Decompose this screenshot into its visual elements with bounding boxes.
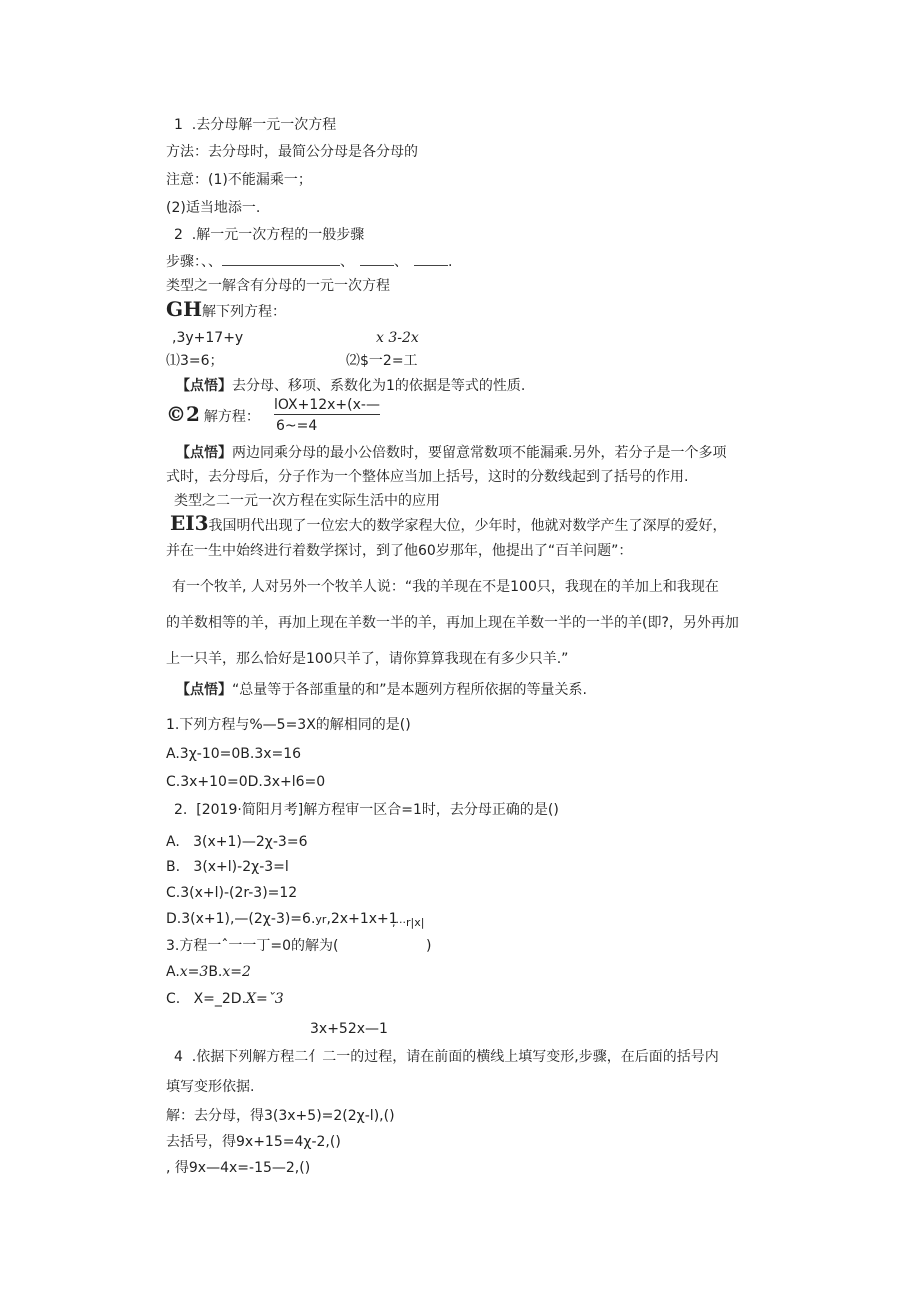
question-2-option-c: C.3(x+l)-(2r-3)=12 [166, 885, 298, 901]
question-2-option-d [166, 910, 398, 929]
question-4-line-2: 填写变形依据. [166, 1079, 255, 1095]
tip-2-line-1 [176, 444, 726, 462]
example-1-line1a: ,3y+17+y [172, 330, 244, 346]
steps-sep-2: 、 [394, 254, 408, 270]
question-4-equation: 3x+52x—1 [310, 1021, 388, 1037]
example-1-mark: GH [166, 297, 202, 321]
question-3-a-value: x=3 [179, 964, 209, 980]
question-3-close-paren: ) [426, 938, 432, 954]
solution-step-2: 去括号，得9x+15=4χ-2,() [166, 1134, 341, 1150]
steps-end: . [448, 254, 453, 270]
tip-1-label: 【点悟】 [176, 378, 232, 394]
example-1-intro [166, 297, 286, 321]
type-1-heading: 类型之一解含有分母的一元一次方程 [166, 278, 390, 294]
question-3-options-cd [166, 990, 284, 1008]
example-3-mark: EI3 [170, 511, 209, 535]
question-3-b-label: B. [208, 964, 223, 980]
question-2-option-d-far: ,···r|x| [392, 916, 425, 929]
question-1: 1.下列方程与%—5=3X的解相同的是() [166, 717, 411, 733]
example-1-text: 解下列方程： [201, 304, 286, 320]
question-2-option-d-tail: ,2x+1x+1 [326, 911, 398, 927]
example-2-numerator: lOX+12x+(x-— [274, 397, 380, 413]
question-4-line-1: 4 .依据下列解方程二亻二一的过程，请在前面的横线上填写变形,步骤，在后面的括号内 [174, 1049, 719, 1065]
tip-1-text: 去分母、移项、系数化为1的依据是等式的性质. [232, 378, 526, 394]
section-2-heading: 2 .解一元一次方程的一般步骤 [174, 227, 365, 243]
steps-prefix: 步骤：、、 [166, 254, 222, 270]
example-1-eq-1: ⑴3=6； [166, 353, 224, 369]
example-1-eq-2: ⑵$一2=工 [346, 353, 418, 369]
section-1-heading: 1 .去分母解一元一次方程 [174, 117, 337, 133]
question-3-d-value: X=ˇ3 [246, 991, 284, 1007]
example-2-mark: ©2 [166, 402, 200, 426]
question-2-option-d-text: D.3(x+1),—(2χ-3)=6. [166, 911, 316, 927]
example-2-text: 解方程： [203, 409, 260, 425]
tip-3-label: 【点悟】 [176, 682, 232, 698]
tip-2-label: 【点悟】 [176, 445, 232, 461]
question-3-b-value: x=2 [222, 964, 251, 980]
question-3-options-ab [166, 963, 251, 981]
example-2-intro [166, 402, 260, 426]
question-3: 3.方程一ˆ一一丁=0的解为( [166, 938, 339, 954]
example-2-denominator: 6~=4 [276, 418, 318, 434]
tip-1 [176, 377, 525, 395]
story-line-1: 有一个牧羊, 人对另外一个牧羊人说：“我的羊现在不是100只，我现在的羊加上和我现在 [172, 579, 719, 595]
solution-step-3: , 得9x—4x=-15—2,() [166, 1160, 311, 1176]
example-1-line1b: x 3-2x [376, 330, 419, 346]
blank-step-5 [414, 253, 448, 266]
blank-step-3 [222, 253, 340, 266]
solution-step-1: 解：去分母，得3(3x+5)=2(2χ-l),() [166, 1108, 395, 1124]
method-line: 方法：去分母时，最简公分母是各分母的 [166, 144, 418, 160]
tip-2-line-2: 式时，去分母后，分子作为一个整体应当加上括号，这时的分数线起到了括号的作用. [166, 469, 689, 485]
question-1-options-ab: A.3χ-10=0B.3x=16 [166, 746, 302, 762]
question-2-option-a: A. 3(x+1)—2χ-3=6 [166, 834, 308, 850]
question-2: 2. [2019·简阳月考]解方程审一区合=1时，去分母正确的是() [174, 802, 559, 818]
question-1-options-cd: C.3x+10=0D.3x+l6=0 [166, 774, 326, 790]
question-2-option-b: B. 3(x+l)-2χ-3=l [166, 859, 289, 875]
example-3-line-1 [170, 511, 727, 535]
question-2-option-d-small: yr [315, 913, 327, 926]
story-line-2: 的羊数相等的羊，再加上现在羊数一半的羊，再加上现在羊数一半的一半的羊(即?，另外再加 [166, 615, 739, 631]
tip-3-text: “总量等于各部重量的和”是本题列方程所依据的等量关系. [232, 682, 587, 698]
blank-step-4 [360, 253, 394, 266]
steps-sep-1: 、 [340, 254, 354, 270]
example-3-text-1: 我国明代出现了一位宏大的数学家程大位，少年时，他就对数学产生了深厚的爱好， [208, 518, 727, 534]
story-line-3: 上一只羊，那么恰好是100只羊了，请你算算我现在有多少只羊.” [166, 651, 569, 667]
example-3-line-2: 并在一生中始终进行着数学探讨，到了他60岁那年，他提出了“百羊问题”： [166, 543, 633, 559]
note-line-2: (2)适当地添一. [166, 200, 261, 216]
question-3-cd-text: C. X=_2D. [166, 991, 247, 1007]
question-3-a-label: A. [166, 964, 180, 980]
tip-2-text-1: 两边同乘分母的最小公倍数时，要留意常数项不能漏乘.另外，若分子是一个多项 [232, 445, 727, 461]
type-2-heading: 类型之二一元一次方程在实际生活中的应用 [174, 493, 440, 509]
steps-line [166, 253, 452, 271]
note-line-1: 注意：(1)不能漏乘一； [166, 172, 312, 188]
tip-3 [176, 681, 587, 699]
